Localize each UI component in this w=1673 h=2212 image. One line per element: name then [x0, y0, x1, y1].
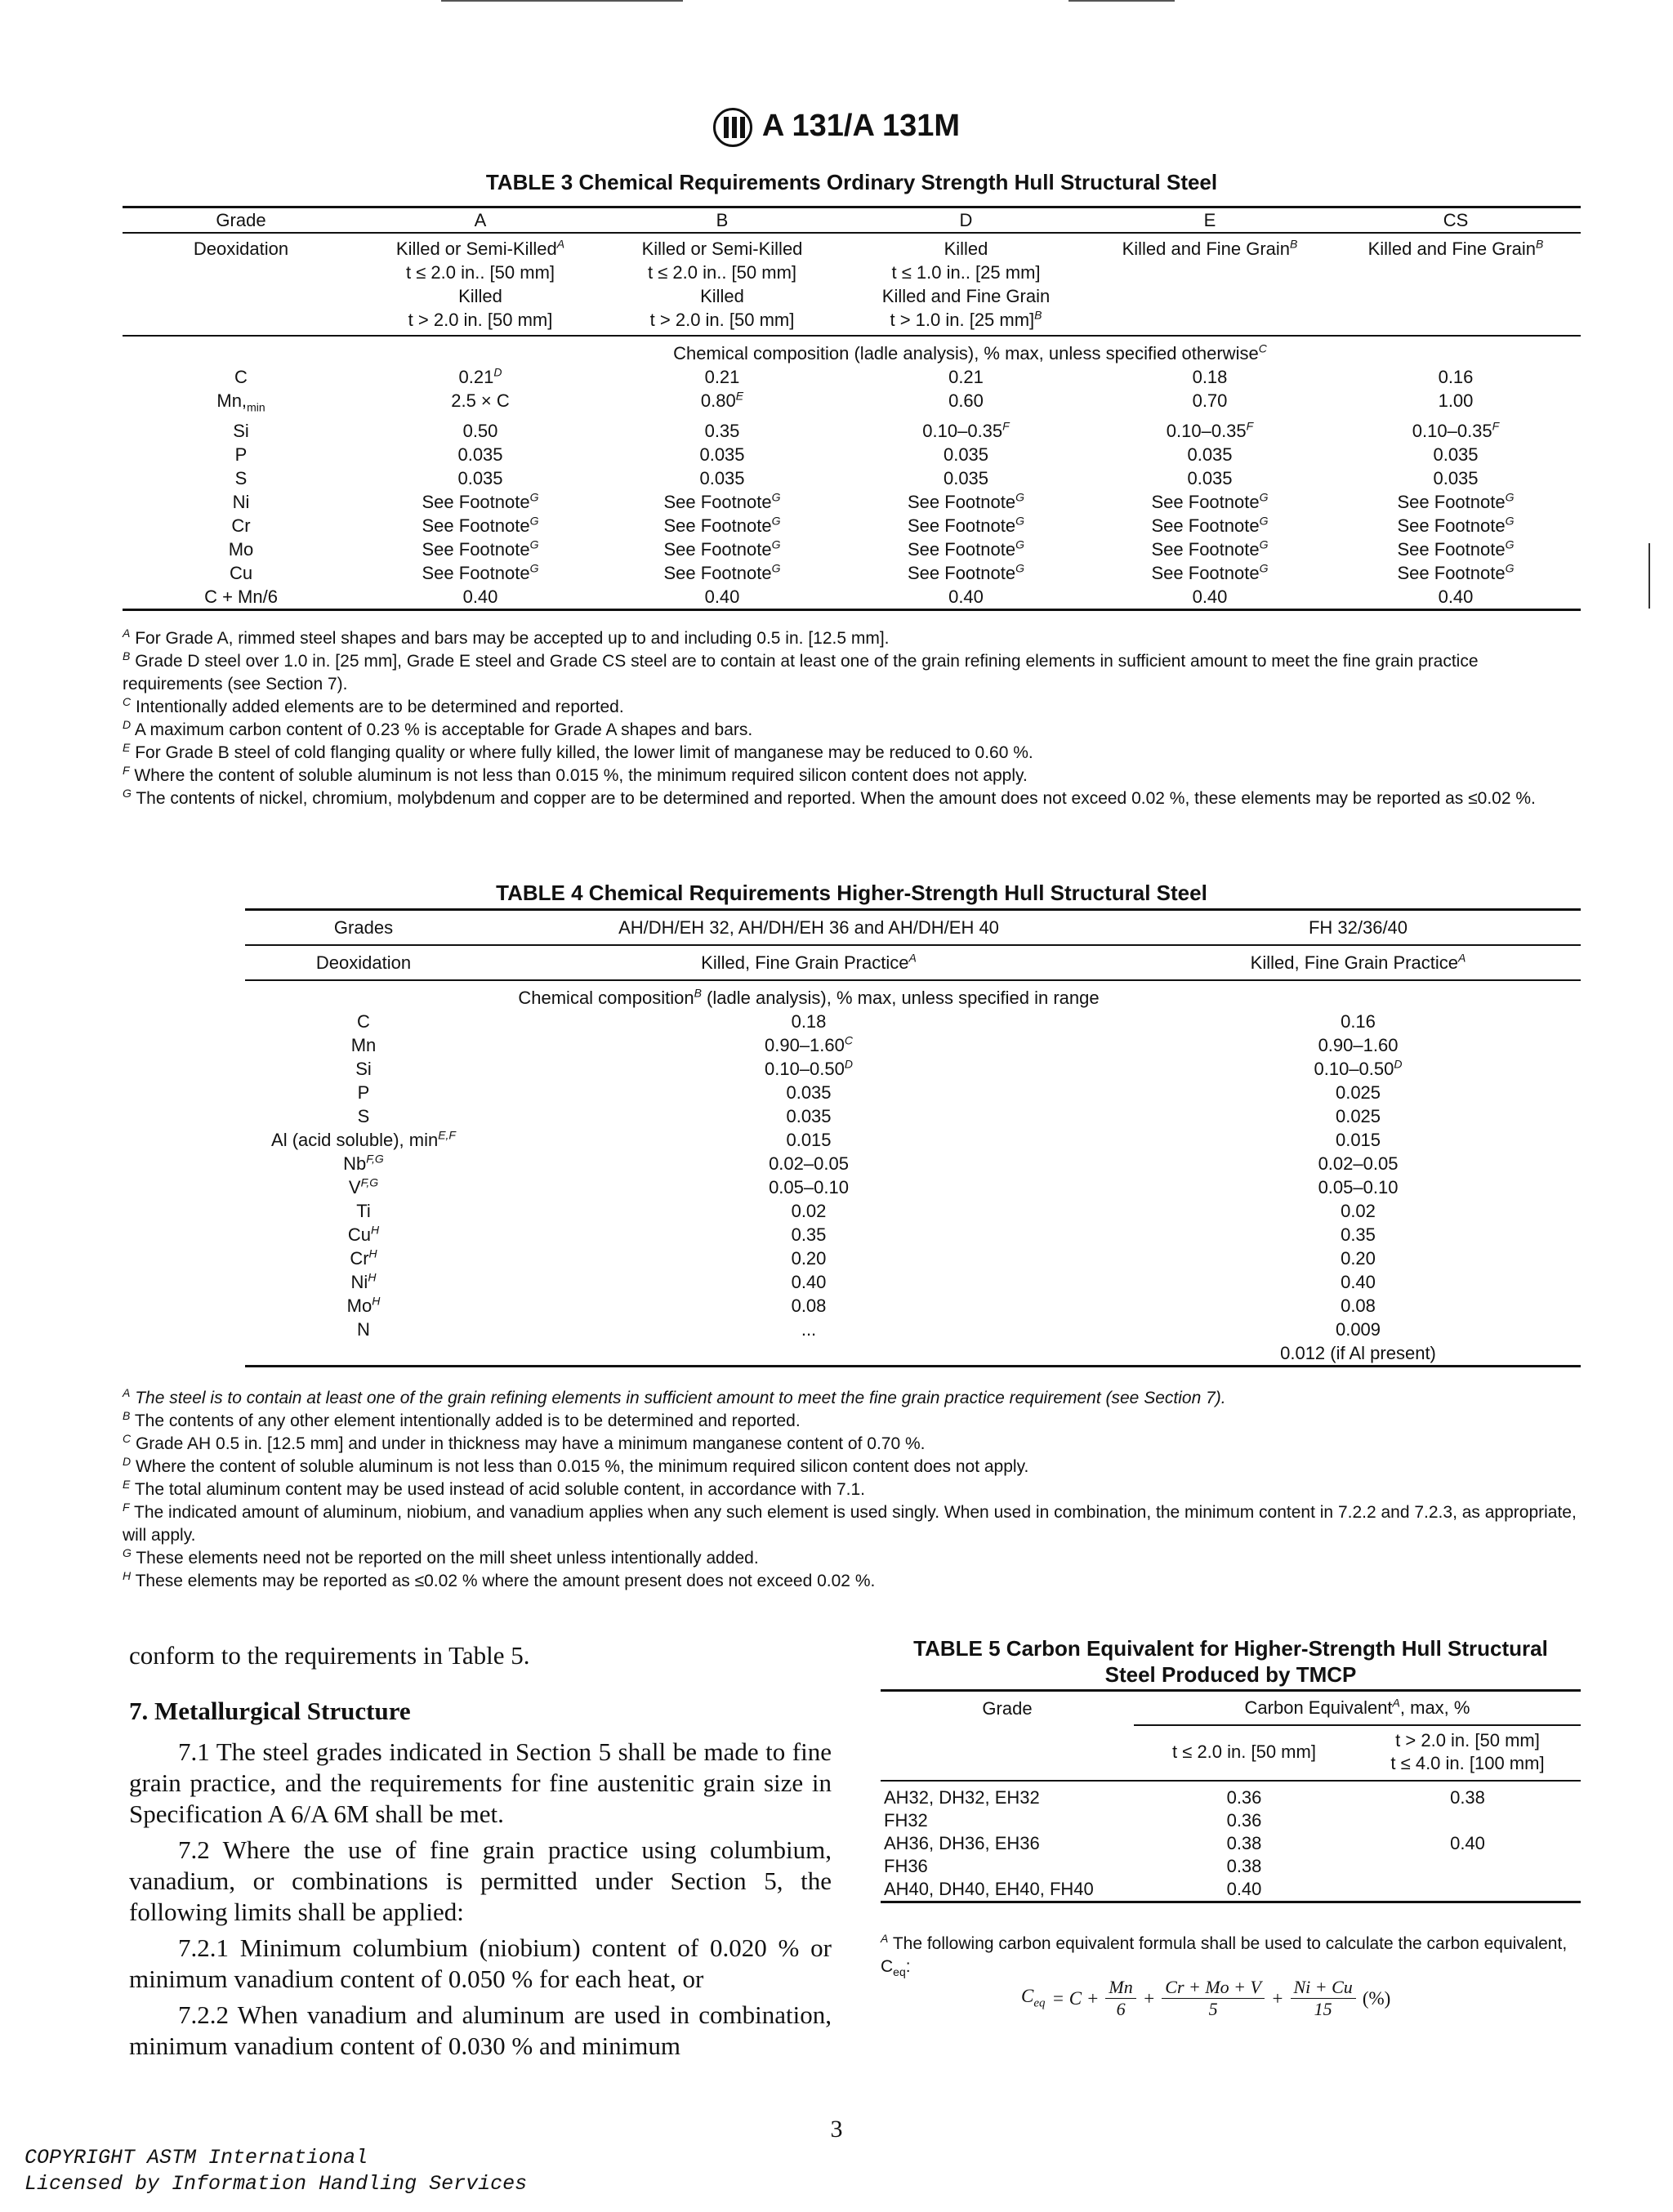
footnote: $^A$ For Grade A, rimmed steel shapes and bars may be accepted up to and including 0.5 in. [12.5 mm]. — [123, 627, 890, 648]
table-row: Mn $0.90-1.60^C$ 0.90–1.60 — [350, 1033, 1399, 1055]
table-row: $V^{F,G}$ 0.05–0.10 0.05–0.10 — [348, 1175, 1399, 1197]
table4-caption: TABLE 4 Chemical Requirements Higher-Strength Hull Structural Steel — [496, 881, 1207, 905]
table5-header-row: Grade Carbon Equivalent$^A$, max, % — [881, 1691, 1581, 1726]
table-row: Cu See Footnote$^G$ See Footnote$^G$ See Footnote$^G$ See Footnote$^G$ See Footnote$^G$ — [229, 562, 1515, 584]
paragraph: 7.2.2 When vanadium and aluminum are used in combination, minimum vanadium content of 0.030 % and minimum — [129, 2000, 832, 2060]
table4-composition-heading: Chemical composition$^B$ (ladle analysis), % max, unless specified in range — [518, 986, 1100, 1008]
footnote: $^B$ Grade D steel over 1.0 in. [25 mm], Grade E steel and Grade CS steel are to contain at least one of the grain refining elements in sufficient amount to meet the fine grain practice requirements (see Section 7). — [123, 649, 1479, 693]
table-row: P 0.035 0.025 — [357, 1082, 1381, 1103]
table3-footnotes — [123, 627, 1581, 810]
astm-logo-icon — [713, 108, 752, 147]
table5-subheader-row: t ≤ 2.0 in. [50 mm] t > 2.0 in. [50 mm] t ≤ 4.0 in. [100 mm] — [881, 1725, 1581, 1781]
fraction: $\frac{Mn}{6}$ — [1105, 1977, 1135, 2020]
deox-d: Killed t ≤ 1.0 in.. [25 mm] Killed and Fine Grain t > 1.0 in. [25 mm]$^B$ — [881, 239, 1051, 330]
table-row: FH36 0.38 — [884, 1856, 1262, 1876]
table3-col-e: E — [1203, 210, 1216, 230]
table-row: Mo See Footnote$^G$ See Footnote$^G$ See Footnote$^G$ See Footnote$^G$ See Footnote$^G$ — [228, 538, 1515, 560]
footnote: $^A$ The steel is to contain at least one of the grain refining elements in sufficient amount to meet the fine grain practice requirement (see Section 7). — [123, 1386, 1226, 1407]
table-row: $Nb^{F,G}$ 0.02–0.05 0.02–0.05 — [343, 1152, 1399, 1174]
table3 — [123, 206, 1581, 611]
footnote: $^C$ Intentionally added elements are to be determined and reported. — [123, 695, 624, 716]
table-row: Si 0.50 0.35 $0.10-0.35^F$ $0.10-0.35^F$ $0.10-0.35^F$ — [233, 420, 1500, 442]
footnote: $^G$ The contents of nickel, chromium, molybdenum and copper are to be determined and reported. When the amount does not exceed 0.02 %, these elements may be reported as ≤0.02 %. — [123, 787, 1536, 808]
table4 — [245, 908, 1581, 1367]
footnote: $^D$ A maximum carbon content of 0.23 % is acceptable for Grade A shapes and bars. — [123, 718, 753, 739]
footnote: $^F$ Where the content of soluble aluminum is not less than 0.015 %, the minimum required silicon content does not apply. — [123, 764, 1028, 785]
table5-footnote: $^A$ The following carbon equivalent formula shall be used to calculate the carbon equivalent, $C_{eq}$: — [881, 1932, 1568, 1979]
footnote: $^E$ The total aluminum content may be used instead of acid soluble content, in accordance with 7.1. — [123, 1478, 866, 1499]
table3-composition-heading: Chemical composition (ladle analysis), % max, unless specified otherwise$^C$ — [673, 341, 1267, 363]
table-row: Cr See Footnote$^G$ See Footnote$^G$ See Footnote$^G$ See Footnote$^G$ See Footnote$^G$ — [231, 515, 1515, 537]
table-row: C + Mn/6 0.40 0.40 0.40 0.40 0.40 — [123, 585, 1581, 610]
section-heading: 7. Metallurgical Structure — [129, 1697, 411, 1725]
table-row: AH32, DH32, EH32 0.36 0.38 — [884, 1787, 1485, 1808]
footnote: $^G$ These elements need not be reported on the mill sheet unless intentionally added. — [123, 1546, 759, 1568]
continuation-text: conform to the requirements in Table 5. — [129, 1641, 530, 1670]
paragraph: 7.2 Where the use of fine grain practice using columbium, vanadium, or combinations is permitted under Section 5, the following limits shall be applied: — [129, 1835, 832, 1926]
footnote: $^F$ The indicated amount of aluminum, niobium, and vanadium applies when any such element is used singly. When used in combination, the minimum content in 7.2.2 and 7.2.3, as appropriate, will apply. — [123, 1501, 1577, 1545]
footnote: $^E$ For Grade B steel of cold flanging quality or where fully killed, the lower limit of manganese may be reduced to 0.60 %. — [123, 741, 1033, 762]
table3-col-d: D — [959, 210, 973, 230]
table-row: AH40, DH40, EH40, FH40 0.40 — [881, 1878, 1581, 1902]
table-row: $Cr^H$ 0.20 0.20 — [350, 1246, 1376, 1269]
table3-col-cs: CS — [1443, 210, 1469, 230]
deoxidation-label: Deoxidation — [193, 239, 289, 259]
margin-mark — [1648, 543, 1650, 609]
table4-footnotes — [123, 1387, 1581, 1593]
footnote: $^D$ Where the content of soluble aluminum is not less than 0.015 %, the minimum required silicon content does not apply. — [123, 1455, 1029, 1476]
table5 — [881, 1689, 1581, 1903]
table-row: S 0.035 0.025 — [357, 1106, 1381, 1126]
deox-cs: Killed and Fine Grain$^B$ — [1367, 237, 1544, 259]
table-row: Al (acid soluble), $\min^{E,F}$ 0.015 0.015 — [271, 1128, 1381, 1150]
paragraph: 7.2.1 Minimum columbium (niobium) content of 0.020 % or minimum vanadium content of 0.050 % for each heat, or — [129, 1933, 832, 1993]
fraction: $\frac{Ni + Cu}{15}$ — [1291, 1977, 1356, 2020]
table3-col-b: B — [716, 210, 729, 230]
paragraph: 7.1 The steel grades indicated in Section 5 shall be made to fine grain practice, and the requirements for fine austenitic grain size in Specification A 6/A 6M shall be met. — [129, 1737, 832, 1828]
table3-caption: TABLE 3 Chemical Requirements Ordinary Strength Hull Structural Steel — [485, 170, 1218, 194]
table-row: $Mn,_{min}$ 2.5 × C $0.80^E$ 0.60 0.70 1.00 — [216, 389, 1474, 414]
table3-col-a: A — [474, 210, 487, 230]
footnote: $^H$ These elements may be reported as ≤0.02 % where the amount present does not exceed 0.02 %. — [123, 1569, 876, 1590]
table4-deoxidation-row: Deoxidation Killed, Fine Grain Practice$^A$ Killed, Fine Grain Practice$^A$ — [245, 945, 1581, 980]
table-row: 0.012 (if Al present) — [245, 1341, 1581, 1367]
top-rule-left — [441, 0, 683, 2]
table-row: N ... 0.009 — [357, 1319, 1381, 1340]
table-row: $Ni^H$ 0.40 0.40 — [350, 1270, 1376, 1292]
table-row: C 0.18 0.16 — [357, 1011, 1376, 1032]
table-row: AH36, DH36, EH36 0.38 0.40 — [884, 1833, 1485, 1853]
table5-caption: TABLE 5 Carbon Equivalent for Higher-Strength Hull Structural Steel Produced by TMCP — [913, 1636, 1548, 1687]
table-row: Si $0.10-0.50^D$ $0.10-0.50^D$ — [355, 1057, 1403, 1079]
table3-deoxidation-row — [123, 233, 1581, 336]
fraction: $\frac{Cr + Mo + V}{5}$ — [1162, 1977, 1265, 2020]
table-row: $Cu^H$ 0.35 0.35 — [347, 1223, 1376, 1245]
table-row: $Mo^H$ 0.08 0.08 — [346, 1294, 1376, 1316]
copyright-notice: COPYRIGHT ASTM International Licensed by Information Handling Services — [25, 2146, 528, 2196]
body-column — [129, 1640, 832, 2062]
table-row: FH32 0.36 — [884, 1810, 1262, 1831]
page-header — [0, 108, 1673, 147]
deox-b: Killed or Semi-Killed t ≤ 2.0 in.. [50 mm] Killed t > 2.0 in. [50 mm] — [641, 239, 803, 330]
deox-a: Killed or Semi-Killed$^A$ t ≤ 2.0 in.. [50 mm] Killed t > 2.0 in. [50 mm] — [395, 237, 565, 330]
table-row: Ti 0.02 0.02 — [356, 1201, 1376, 1221]
table3-header-row — [123, 207, 1581, 234]
table3-col-grade: Grade — [216, 210, 266, 230]
footnote: $^B$ The contents of any other element intentionally added is to be determined and reported. — [123, 1409, 801, 1430]
table-row: Ni See Footnote$^G$ See Footnote$^G$ See Footnote$^G$ See Footnote$^G$ See Footnote$^G$ — [232, 491, 1515, 513]
footnote: $^C$ Grade AH 0.5 in. [12.5 mm] and under in thickness may have a minimum manganese content of 0.70 %. — [123, 1432, 926, 1453]
top-rule-right — [1068, 0, 1175, 2]
page-number: 3 — [830, 2116, 843, 2143]
table-row: C $0.21^D$ 0.21 0.21 0.18 0.16 — [234, 365, 1474, 387]
table4-header-row: Grades AH/DH/EH 32, AH/DH/EH 36 and AH/DH/EH 40 FH 32/36/40 — [245, 910, 1581, 946]
deox-e: Killed and Fine Grain$^B$ — [1122, 237, 1298, 259]
table-row: P 0.035 0.035 0.035 0.035 0.035 — [234, 444, 1479, 466]
table-row: S 0.035 0.035 0.035 0.035 0.035 — [234, 468, 1479, 489]
designation: A 131/A 131M — [761, 109, 961, 144]
carbon-equivalent-formula: $C_{eq}$ = C + $\frac{Mn}{6}$ + $\frac{Cr + Mo + V}{5}$ + $\frac{Ni + Cu}{15}$ (%) — [1021, 1977, 1391, 2019]
